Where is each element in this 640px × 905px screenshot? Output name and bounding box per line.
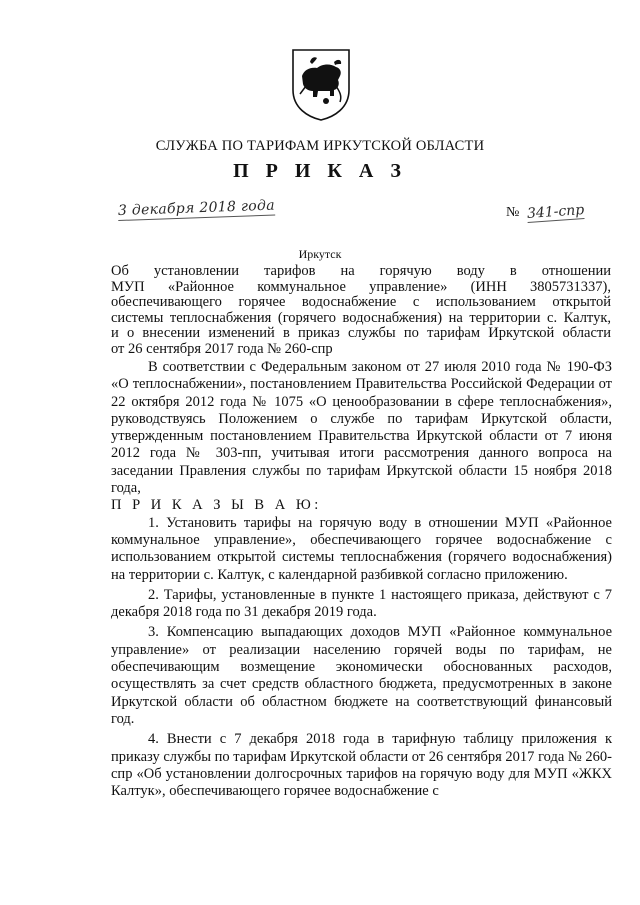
subject-line: обеспечивающего горячее водоснабжение с использованием открытой xyxy=(111,294,611,310)
subject-line: от 26 сентября 2017 года № 260-спр xyxy=(111,340,333,357)
document-number xyxy=(506,204,584,221)
handwritten-number: 341-спр xyxy=(526,202,585,222)
order-item: 4. Внести с 7 декабря 2018 года в тарифную таблицу приложения к приказу службы по тарифам Иркутской области от 26 сентября 2017 года № 260-спр «Об установлении долгосрочных тарифов на горячую воду для МУП «ЖКХ Калтук», обеспечивающего горячее водоснабжение с xyxy=(111,731,612,800)
subject-line: и о внесении изменений в приказ службы по тарифам Иркутской области xyxy=(111,325,611,341)
order-word: П Р И К А З Ы В А Ю: xyxy=(111,497,322,514)
coat-of-arms-emblem xyxy=(290,46,352,122)
order-subject xyxy=(111,264,611,357)
order-item: 2. Тарифы, установленные в пункте 1 настоящего приказа, действуют с 7 декабря 2018 года по 31 декабря 2019 года. xyxy=(111,586,612,621)
agency-name: СЛУЖБА ПО ТАРИФАМ ИРКУТСКОЙ ОБЛАСТИ xyxy=(155,138,485,154)
number-label: № xyxy=(506,205,520,220)
preamble-paragraph: В соответствии с Федеральным законом от 27 июля 2010 года № 190-ФЗ «О теплоснабжении», постановлением Правительства Российской Федерации от 22 октября 2012 года № 1075 «О ценообразовании в сфере теплоснабжения», руководствуясь Положением о службе по тарифам Иркутской области, утвержденным постановлением Правительства Иркутской области от 7 июня 2012 года № 303-пп, учитывая итоги рассмотрения данного вопроса на заседании Правления службы по тарифам Иркутской области 15 ноября 2018 года, xyxy=(111,359,612,497)
order-item: 3. Компенсацию выпадающих доходов МУП «Районное коммунальное управление» от реализации населению горячей воды по тарифам, не обеспечивающим возмещение экономически обоснованных расходов, осуществлять за счет средств областного бюджета, предусмотренных в законе Иркутской области об областном бюджете на соответствующий финансовый год. xyxy=(111,624,612,727)
subject-line: системы теплоснабжения (горячего водоснабжения) на территории с. Калтук, xyxy=(111,309,611,326)
order-item: 1. Установить тарифы на горячую воду в отношении МУП «Районное коммунальное управление», обеспечивающего горячее водоснабжение с использованием открытой системы теплоснабжения (горячего водоснабжения) на территории с. Калтук, с календарной разбивкой согласно приложению. xyxy=(111,514,612,583)
subject-line: Об установлении тарифов на горячую воду в отношении xyxy=(111,263,611,279)
subject-line: МУП «Районное коммунальное управление» (ИНН 3805731337), xyxy=(111,278,611,295)
handwritten-date: 3 декабря 2018 года xyxy=(117,197,276,219)
document-title: П Р И К А З xyxy=(233,160,407,182)
order-body xyxy=(111,359,612,800)
city-name: Иркутск xyxy=(298,247,342,261)
